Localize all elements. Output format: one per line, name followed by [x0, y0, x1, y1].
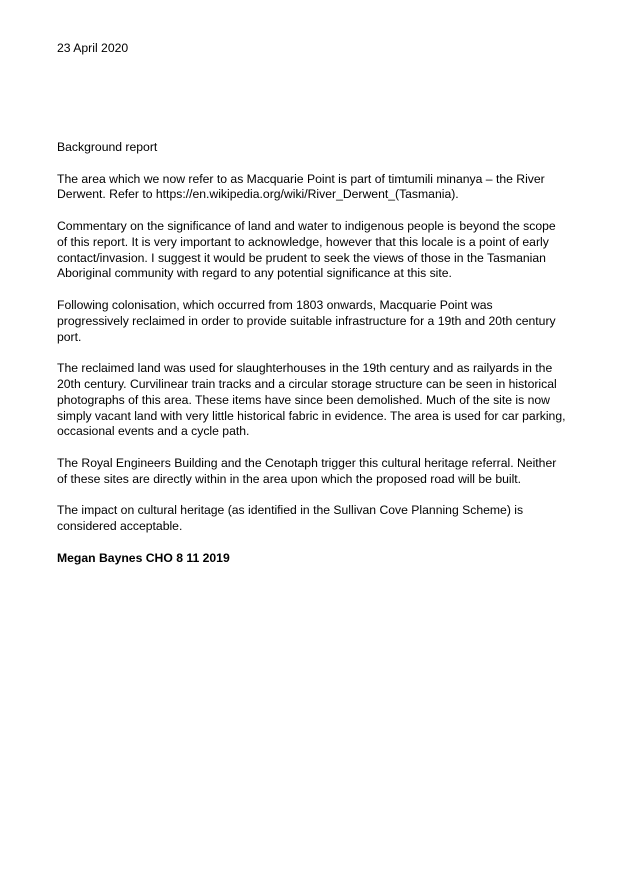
document-date: 23 April 2020	[57, 41, 129, 55]
report-heading: Background report	[57, 140, 158, 154]
document-body	[57, 140, 567, 582]
paragraph-indigenous-significance: Commentary on the significance of land and water to indigenous people is beyond the scope of this report. It is very important to acknowledge, however that this locale is a point of early contact/invasion. I suggest it would be prudent to seek the views of those in the Tasmanian Aboriginal community with regard to any potential significance at this site.	[57, 218, 556, 281]
signature-line: Megan Baynes CHO 8 11 2019	[57, 550, 230, 565]
paragraph-location: The area which we now refer to as Macquarie Point is part of timtumili minanya – the River Derwent. Refer to https://en.wikipedia.org/wiki/River_Derwent_(Tasmania).	[57, 171, 545, 202]
paragraph-heritage-referral: The Royal Engineers Building and the Cenotaph trigger this cultural heritage referral. Neither of these sites are directly within in the area upon which the proposed road will be built.	[57, 455, 557, 486]
paragraph-colonisation: Following colonisation, which occurred from 1803 onwards, Macquarie Point was progressively reclaimed in order to provide suitable infrastructure for a 19th and 20th century port.	[57, 297, 556, 344]
paragraph-land-use-history: The reclaimed land was used for slaughterhouses in the 19th century and as railyards in the 20th century. Curvilinear train tracks and a circular storage structure can be seen in historical photographs of this area. These items have since been demolished. Much of the site is now simply vacant land with very little historical fabric in evidence. The area is used for car parking, occasional events and a cycle path.	[57, 361, 566, 439]
paragraph-impact-assessment: The impact on cultural heritage (as identified in the Sullivan Cove Planning Scheme) is considered acceptable.	[57, 503, 524, 534]
